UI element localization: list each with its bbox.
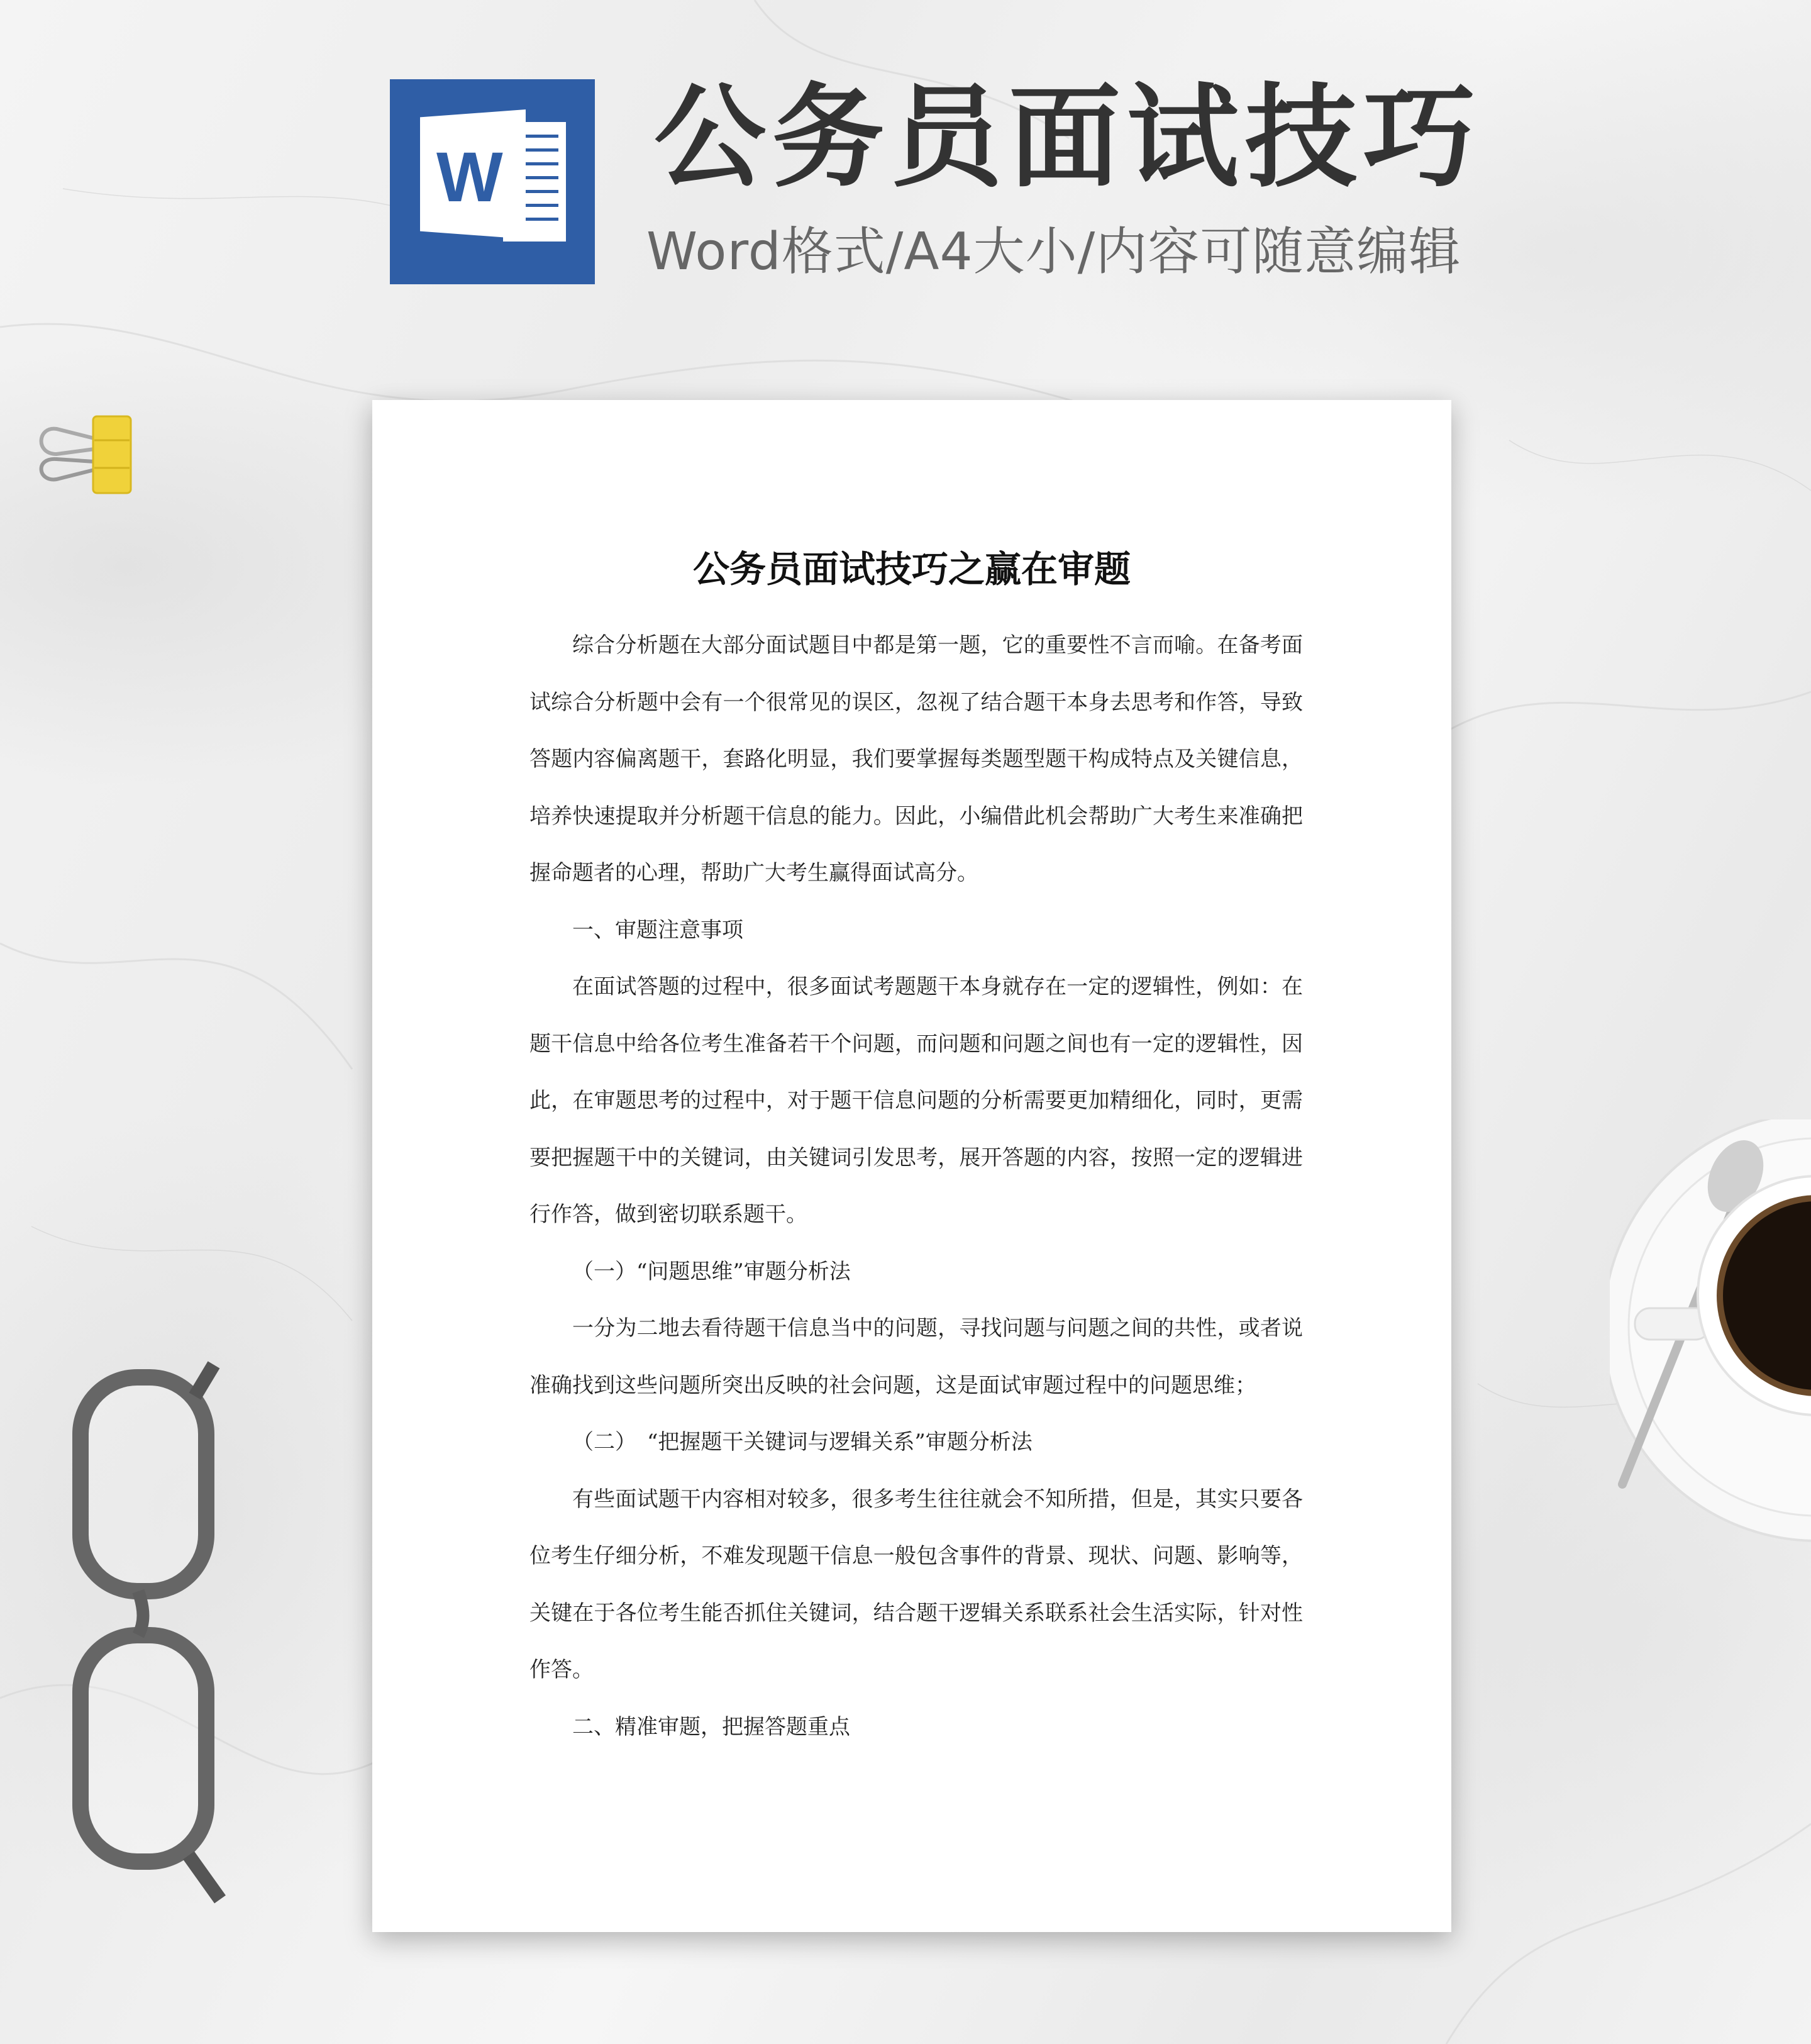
glasses-icon — [69, 1358, 233, 1912]
subsection-heading: （一）“问题思维”审题分析法 — [572, 1258, 851, 1284]
subsection-heading: （二） “把握题干关键词与逻辑关系”审题分析法 — [572, 1430, 1033, 1455]
document-body — [529, 617, 1303, 1755]
page-subtitle: Word格式/A4大小/内容可随意编辑 — [646, 222, 1461, 282]
coffee-cup-icon — [1610, 1119, 1811, 1560]
word-logo-letter: W — [436, 138, 503, 216]
section-heading: 二、精准审题，把握答题重点 — [572, 1714, 850, 1740]
paragraph: 在面试答题的过程中，很多面试考题题干本身就存在一定的逻辑性，例如：在题干信息中给各位考生准备若干个问题，而问题和问题之间也有一定的逻辑性，因此，在审题思考的过程中，对于题干信息问题的分析需要更加精细化，同时，更需要把握题干中的关键词，由关键词引发思考，展开答题的内容，按照一定的逻辑进行作答，做到密切联系题干。 — [529, 974, 1303, 1227]
section-heading: 一、审题注意事项 — [572, 917, 743, 943]
paragraph: 综合分析题在大部分面试题目中都是第一题，它的重要性不言而喻。在备考面试综合分析题中会有一个很常见的误区，忽视了结合题干本身去思考和作答，导致答题内容偏离题干，套路化明显，我们要掌握每类题型题干构成特点及关键信息，培养快速提取并分析题干信息的能力。因此，小编借此机会帮助广大考生来准确把握命题者的心理，帮助广大考生赢得面试高分。 — [529, 633, 1303, 886]
page-title: 公务员面试技巧 — [654, 72, 1481, 203]
paragraph: 一分为二地去看待题干信息当中的问题，寻找问题与问题之间的共性，或者说准确找到这些问题所突出反映的社会问题，这是面试审题过程中的问题思维； — [529, 1316, 1303, 1398]
binder-clip-icon — [31, 410, 145, 498]
word-logo-icon — [390, 79, 595, 284]
paragraph: 有些面试题干内容相对较多，很多考生往往就会不知所措，但是，其实只要各位考生仔细分析，不难发现题干信息一般包含事件的背景、现状、问题、影响等，关键在于各位考生能否抓住关键词，结合题干逻辑关系联系社会生活实际，针对性作答。 — [529, 1486, 1303, 1682]
document-title: 公务员面试技巧之赢在审题 — [692, 548, 1131, 591]
document-page — [372, 400, 1451, 1932]
